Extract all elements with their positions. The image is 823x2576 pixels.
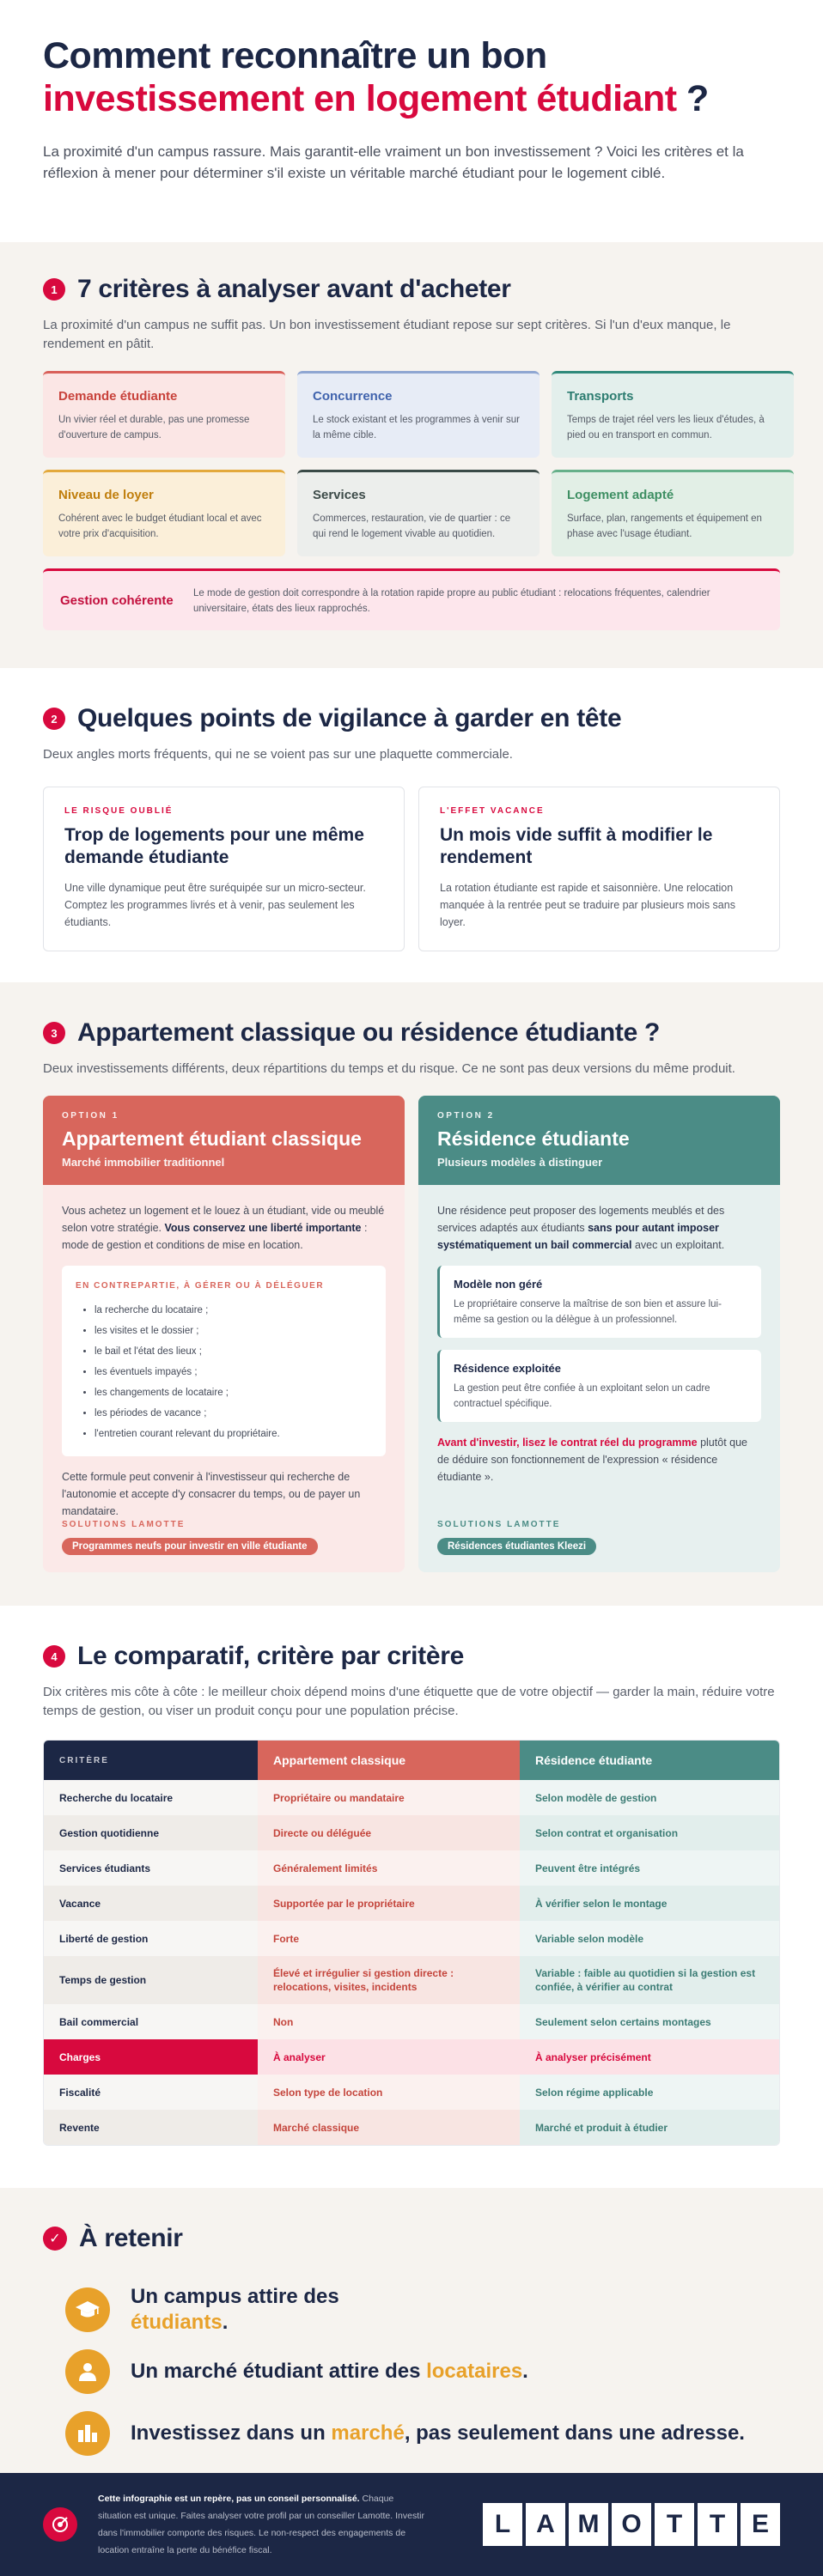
section-number: 2 <box>43 708 65 730</box>
criterion-title: Demande étudiante <box>58 389 178 404</box>
table-cell: Variable : faible au quotidien si la gestion est confiée, à vérifier au contrat <box>520 1956 780 2004</box>
option-description <box>62 1202 386 1254</box>
table-cell: Seulement selon certains montages <box>520 2004 780 2039</box>
table-cell: Variable selon modèle <box>520 1921 780 1956</box>
table-cell: Élevé et irrégulier si gestion directe : relocations, visites, incidents <box>258 1956 520 2004</box>
title-line-2: investissement en logement étudiant <box>43 78 677 119</box>
text-bold: Vous conservez une liberté importante <box>164 1222 362 1234</box>
text-segment: Chaque situation est unique. Faites analyser votre profil par un conseiller Lamotte. Investir dans l'immobilier comporte des risques. Le non-respect des engagements de location entraîne la perte du bénéfice fiscal. <box>98 2494 424 2555</box>
text-segment: Investissez dans un <box>131 2421 332 2445</box>
table-cell: À analyser précisément <box>520 2039 780 2075</box>
section-criteria <box>0 242 823 668</box>
list-item: • les visites et le dossier ; <box>94 1321 372 1341</box>
table-cell: Revente <box>44 2110 258 2145</box>
logo-letter: M <box>569 2503 608 2546</box>
option-meta: Marché immobilier traditionnel <box>62 1156 225 1169</box>
lamotte-logo <box>483 2503 780 2546</box>
table-cell: Vacance <box>44 1886 258 1921</box>
table-cell: Généralement limités <box>258 1850 520 1886</box>
takeaway-item <box>65 2279 780 2341</box>
text-bold: sans pour autant imposer systématiquement un bail commercial <box>437 1222 719 1251</box>
tasks-box <box>62 1266 386 1456</box>
section-subtitle: La proximité d'un campus ne suffit pas. Un bon investissement étudiant repose sur sept critères. Si l'un d'eux manque, le rendement en pâtit. <box>43 318 731 351</box>
table-cell: Marché et produit à étudier <box>520 2110 780 2145</box>
footer-disclaimer <box>98 2490 424 2559</box>
model-text: Le propriétaire conserve la maîtrise de son bien et assure lui-même sa gestion ou la délègue à un professionnel. <box>454 1299 722 1325</box>
table-cell: Marché classique <box>258 2110 520 2145</box>
criterion-text: Commerces, restauration, vie de quartier : ce qui rend le logement vivable au quotidien. <box>313 513 511 539</box>
section-title: Quelques points de vigilance à garder en tête <box>77 704 622 732</box>
title-question-mark: ? <box>676 78 709 119</box>
card-text: La rotation étudiante est rapide et saisonnière. Une relocation manquée à la rentrée peut se traduire par plusieurs mois sans loyer. <box>440 882 735 928</box>
page-title <box>43 34 780 120</box>
table-cell: Bail commercial <box>44 2004 258 2039</box>
text-segment: : mode de gestion et conditions de mise en location. <box>62 1222 368 1251</box>
table-cell: À analyser <box>258 2039 520 2075</box>
hero <box>0 0 823 242</box>
option-card-classic <box>43 1096 405 1572</box>
criterion-title: Niveau de loyer <box>58 488 154 502</box>
list-item: • les changements de locataire ; <box>94 1382 372 1403</box>
table-row <box>44 1886 779 1921</box>
list-item: • l'entretien courant relevant du propriétaire. <box>94 1424 372 1444</box>
card-title: Un mois vide suffit à modifier le rendement <box>440 825 713 867</box>
logo-letter: T <box>698 2503 737 2546</box>
table-row <box>44 2004 779 2039</box>
table-row-highlight <box>44 2039 779 2075</box>
tasks-list <box>76 1300 372 1444</box>
section-subtitle: Dix critères mis côte à côte : le meilleur choix dépend moins d'une étiquette que de votre objectif — garder la main, réduire votre temps de gestion, ou viser un produit conçu pour une population précise. <box>43 1685 775 1718</box>
table-row <box>44 1815 779 1850</box>
tasks-kicker: EN CONTREPARTIE, À GÉRER OU À DÉLÉGUER <box>76 1281 325 1291</box>
table-cell: Selon contrat et organisation <box>520 1815 780 1850</box>
title-line-1: Comment reconnaître un bon <box>43 35 547 76</box>
option-conclusion <box>437 1434 761 1485</box>
table-cell: Forte <box>258 1921 520 1956</box>
criterion-card <box>297 470 540 556</box>
buildings-icon <box>65 2411 110 2456</box>
solutions-label: SOLUTIONS LAMOTTE <box>62 1520 186 1529</box>
section-number: 3 <box>43 1022 65 1044</box>
text-bold: Cette infographie est un repère, pas un conseil personnalisé. <box>98 2494 360 2504</box>
column-header: CRITÈRE <box>44 1741 258 1780</box>
option-label: OPTION 1 <box>62 1111 119 1121</box>
target-icon <box>43 2507 77 2542</box>
criterion-title: Concurrence <box>313 389 393 404</box>
table-cell: À vérifier selon le montage <box>520 1886 780 1921</box>
table-cell: Directe ou déléguée <box>258 1815 520 1850</box>
criterion-title: Gestion cohérente <box>60 593 174 608</box>
column-header: Appartement classique <box>258 1741 520 1780</box>
section-options <box>0 982 823 1606</box>
person-icon <box>65 2349 110 2394</box>
table-cell: Services étudiants <box>44 1850 258 1886</box>
option-card-residence <box>418 1096 780 1572</box>
card-title: Trop de logements pour une même demande étudiante <box>64 825 364 867</box>
solutions-label: SOLUTIONS LAMOTTE <box>437 1520 561 1529</box>
list-item: • le bail et l'état des lieux ; <box>94 1341 372 1362</box>
table-row <box>44 1850 779 1886</box>
section-comparison <box>0 1606 823 2188</box>
option-description <box>437 1202 761 1254</box>
table-cell: Recherche du locataire <box>44 1780 258 1815</box>
table-cell: Selon modèle de gestion <box>520 1780 780 1815</box>
criterion-title: Services <box>313 488 366 502</box>
text-highlight: étudiants <box>131 2311 223 2334</box>
list-item: • les éventuels impayés ; <box>94 1362 372 1382</box>
section-title: Appartement classique ou résidence étudiante ? <box>77 1018 661 1047</box>
criterion-text: Surface, plan, rangements et équipement en phase avec l'usage étudiant. <box>567 513 762 539</box>
criterion-text: Cohérent avec le budget étudiant local et avec votre prix d'acquisition. <box>58 513 262 539</box>
logo-letter: A <box>526 2503 565 2546</box>
solution-link-pill[interactable]: Programmes neufs pour investir en ville étudiante <box>62 1538 318 1555</box>
footer <box>0 2473 823 2576</box>
model-title: Résidence exploitée <box>454 1362 561 1375</box>
card-kicker: L'EFFET VACANCE <box>440 806 545 816</box>
column-header: Résidence étudiante <box>520 1741 780 1780</box>
text-segment: Une résidence peut proposer des logements meublés et des services adaptés aux étudiants <box>437 1205 725 1234</box>
check-icon: ✓ <box>43 2227 67 2251</box>
section-title: À retenir <box>79 2224 183 2252</box>
logo-letter: O <box>612 2503 651 2546</box>
criterion-title: Logement adapté <box>567 488 674 502</box>
text-segment: Un campus attire des <box>131 2285 339 2308</box>
list-item: • les périodes de vacance ; <box>94 1403 372 1424</box>
graduation-cap-icon <box>65 2287 110 2332</box>
vigilance-card <box>418 787 780 951</box>
model-title: Modèle non géré <box>454 1278 543 1291</box>
option-title: Résidence étudiante <box>437 1127 630 1150</box>
table-cell: Supportée par le propriétaire <box>258 1886 520 1921</box>
model-card <box>437 1350 761 1422</box>
table-row <box>44 2110 779 2145</box>
table-cell: Selon régime applicable <box>520 2075 780 2110</box>
table-cell: Charges <box>44 2039 258 2075</box>
takeaway-item <box>65 2403 780 2464</box>
table-row <box>44 1780 779 1815</box>
section-subtitle: Deux angles morts fréquents, qui ne se voient pas sur une plaquette commerciale. <box>43 747 513 762</box>
table-row <box>44 1956 779 2004</box>
text-segment: Un marché étudiant attire des <box>131 2360 427 2383</box>
criterion-card <box>297 371 540 458</box>
table-cell: Peuvent être intégrés <box>520 1850 780 1886</box>
logo-letter: L <box>483 2503 522 2546</box>
criterion-text: Le mode de gestion doit correspondre à la rotation rapide propre au public étudiant : relocations fréquentes, calendrier universitaire, états des lieux rapprochés. <box>193 587 710 614</box>
section-subtitle: Deux investissements différents, deux répartitions du temps et du risque. Ce ne sont pas deux versions du même produit. <box>43 1061 735 1076</box>
table-cell: Selon type de location <box>258 2075 520 2110</box>
section-takeaways <box>0 2188 823 2473</box>
logo-letter: E <box>741 2503 780 2546</box>
takeaway-item <box>65 2341 780 2403</box>
model-text: La gestion peut être confiée à un exploitant selon un cadre contractuel spécifique. <box>454 1383 710 1409</box>
table-header <box>44 1741 779 1780</box>
text-segment: . <box>522 2360 528 2383</box>
card-text: Une ville dynamique peut être suréquipée sur un micro-secteur. Comptez les programmes livrés et à venir, pas seulement les étudiants. <box>64 882 366 928</box>
criterion-text: Un vivier réel et durable, pas une promesse d'ouverture de campus. <box>58 415 250 440</box>
hero-intro: La proximité d'un campus rassure. Mais garantit-elle vraiment un bon investissement ? Voici les critères et la réflexion à mener pour déterminer s'il existe un véritable marché étudiant pour le logement ciblé. <box>43 143 744 181</box>
criterion-title: Transports <box>567 389 634 404</box>
section-title: Le comparatif, critère par critère <box>77 1642 464 1670</box>
section-number: 1 <box>43 278 65 301</box>
comparison-table <box>43 1740 780 2146</box>
solution-link-pill[interactable]: Résidences étudiantes Kleezi <box>437 1538 596 1555</box>
model-card <box>437 1266 761 1338</box>
criterion-card <box>552 371 794 458</box>
section-vigilance <box>0 668 823 982</box>
text-segment: avec un exploitant. <box>631 1239 725 1251</box>
text-warning: Avant d'investir, lisez le contrat réel du programme <box>437 1437 698 1449</box>
section-number: 4 <box>43 1645 65 1668</box>
table-cell: Gestion quotidienne <box>44 1815 258 1850</box>
criterion-card <box>43 470 285 556</box>
table-cell: Non <box>258 2004 520 2039</box>
table-cell: Temps de gestion <box>44 1956 258 2004</box>
option-meta: Plusieurs modèles à distinguer <box>437 1156 603 1169</box>
table-cell: Liberté de gestion <box>44 1921 258 1956</box>
criterion-card-wide <box>43 568 780 630</box>
option-title: Appartement étudiant classique <box>62 1127 362 1150</box>
criterion-card <box>552 470 794 556</box>
criterion-text: Le stock existant et les programmes à venir sur la même cible. <box>313 415 520 440</box>
criteria-grid <box>43 371 780 556</box>
card-kicker: LE RISQUE OUBLIÉ <box>64 806 174 816</box>
criterion-card <box>43 371 285 458</box>
option-conclusion: Cette formule peut convenir à l'investisseur qui recherche de l'autonomie et accepte d'y consacrer du temps, ou de payer un mandataire. <box>62 1471 361 1517</box>
table-cell: Propriétaire ou mandataire <box>258 1780 520 1815</box>
criterion-text: Temps de trajet réel vers les lieux d'études, à pied ou en transport en commun. <box>567 415 765 440</box>
logo-letter: T <box>655 2503 694 2546</box>
table-row <box>44 1921 779 1956</box>
text-highlight: marché <box>331 2421 405 2445</box>
list-item: • la recherche du locataire ; <box>94 1300 372 1321</box>
table-cell: Fiscalité <box>44 2075 258 2110</box>
text-segment: Vous achetez un logement et le louez à un étudiant, vide ou meublé selon votre stratégie. <box>62 1205 385 1234</box>
text-segment: plutôt que de déduire son fonctionnement de l'expression « résidence étudiante ». <box>437 1437 747 1483</box>
section-title: 7 critères à analyser avant d'acheter <box>77 275 511 303</box>
text-segment: , pas seulement dans une adresse. <box>404 2421 745 2445</box>
option-label: OPTION 2 <box>437 1111 495 1121</box>
table-row <box>44 2075 779 2110</box>
text-highlight: locataires <box>426 2360 523 2383</box>
vigilance-card <box>43 787 405 951</box>
text-segment: . <box>222 2311 229 2334</box>
